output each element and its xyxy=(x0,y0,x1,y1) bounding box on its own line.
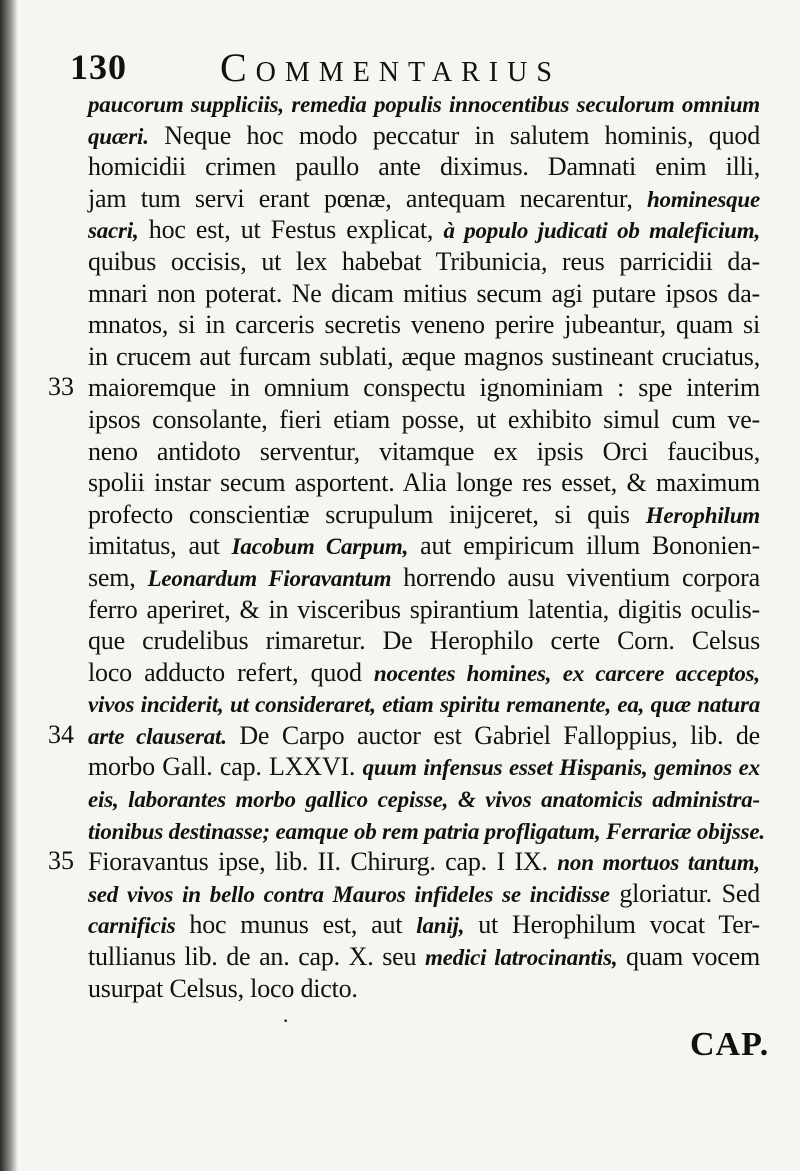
margin-section-number: 35 xyxy=(48,846,74,876)
roman-text: De Carpo auctor est Gabriel Falloppius, lib. de xyxy=(226,720,760,750)
italic-text: tionibus destinasse; eamque ob rem patria profligatum, Ferrariæ obijsse. xyxy=(88,818,765,844)
text-line xyxy=(88,688,760,720)
roman-text: spolii instar secum asportent. Alia longe res esset, & maximum xyxy=(88,468,760,498)
italic-text: quæri. xyxy=(88,123,149,149)
text-line xyxy=(88,309,760,341)
italic-text: non mortuos tantum, xyxy=(557,850,760,876)
text-line xyxy=(88,404,760,436)
italic-text: nocentes homines, ex carcere acceptos, xyxy=(373,660,760,686)
roman-text: maioremque in omnium conspectu ignominiam : spe interim xyxy=(88,373,760,403)
text-line xyxy=(88,878,760,910)
margin-section-number: 33 xyxy=(48,372,74,402)
text-line xyxy=(88,372,760,404)
roman-text: profecto conscientiæ scrupulum inijceret, si quis xyxy=(88,499,646,529)
binding-shadow xyxy=(0,0,18,1171)
roman-text: mnari non poterat. Ne dicam mitius secum agi putare ipsos da- xyxy=(88,278,760,308)
text-line xyxy=(88,815,765,847)
text-line xyxy=(88,941,760,973)
roman-text: ferro aperiret, & in visceribus spirantium latentia, digitis oculis- xyxy=(88,594,760,624)
text-line xyxy=(88,499,760,531)
roman-text: que crudelibus rimaretur. De Herophilo certe Corn. Celsus xyxy=(88,626,760,656)
italic-text: Herophilum xyxy=(645,502,760,528)
text-line xyxy=(88,467,760,499)
margin-section-number: 34 xyxy=(48,720,74,749)
text-line xyxy=(88,88,760,120)
roman-text: in crucem aut furcam sublati, æque magnos sustineant cruciatus, xyxy=(88,341,760,371)
italic-text: hominesque xyxy=(646,186,760,212)
roman-text: loco adducto refert, quod xyxy=(88,657,374,687)
catchword: CAP. xyxy=(690,1026,770,1063)
roman-text: usurpat Celsus, loco dicto. xyxy=(88,973,358,1003)
italic-text: vivos inciderit, ut consideraret, etiam spiritu remanente, ea, quæ natura xyxy=(88,692,760,718)
text-line xyxy=(88,909,760,941)
text-line xyxy=(88,436,760,468)
roman-text: imitatus, aut xyxy=(88,531,232,561)
text-line xyxy=(88,751,760,783)
italic-text: arte clauserat. xyxy=(88,723,227,749)
roman-text: sem, xyxy=(88,562,148,592)
italic-text: quum infensus esset Hispanis, geminos ex xyxy=(362,755,760,781)
roman-text: homicidii crimen paullo ante diximus. Damnati enim illi, xyxy=(88,152,760,182)
stray-mark: · xyxy=(282,1008,290,1033)
roman-text: morbo Gall. cap. LXXVI. xyxy=(88,752,363,782)
roman-text: quibus occisis, ut lex habebat Tribunicia, reus parricidii da- xyxy=(88,246,760,276)
roman-text: horrendo ausu viventium corpora xyxy=(391,562,760,592)
text-line xyxy=(88,783,760,815)
roman-text: ipsos consolante, fieri etiam posse, ut exhibito simul cum ve- xyxy=(88,404,760,434)
running-title: Commentarius xyxy=(220,45,561,90)
text-line xyxy=(88,214,760,246)
text-line xyxy=(88,846,760,878)
text-line xyxy=(88,151,760,183)
text-line xyxy=(88,625,760,657)
roman-text: neno antidoto serventur, vitamque ex ipsis Orci faucibus, xyxy=(88,436,760,466)
body-text xyxy=(88,88,765,1004)
roman-text: hoc munus est, aut xyxy=(175,910,417,940)
roman-text: gloriatur. Sed xyxy=(609,878,760,908)
text-line xyxy=(88,594,760,626)
roman-text: ut Herophilum vocat Ter- xyxy=(464,910,761,940)
text-line xyxy=(88,341,760,373)
text-line xyxy=(88,657,760,689)
text-line xyxy=(88,973,760,1005)
italic-text: carnificis xyxy=(88,913,176,939)
text-line xyxy=(88,183,760,215)
roman-text: quam vocem xyxy=(617,942,761,972)
text-line xyxy=(88,720,760,752)
text-line xyxy=(88,278,760,310)
roman-text: Neque hoc modo peccatur in salutem hominis, quod xyxy=(148,120,760,150)
page-number: 130 xyxy=(70,47,127,87)
text-line xyxy=(88,246,760,278)
roman-text: tullianus lib. de an. cap. X. seu xyxy=(88,942,425,972)
text-line xyxy=(88,562,760,594)
italic-text: medici latrocinantis, xyxy=(424,945,618,971)
roman-text: hoc est, ut Festus explicat, xyxy=(138,215,444,245)
italic-text: sed vivos in bello contra Mauros infideles se incidisse xyxy=(88,881,610,907)
italic-text: sacri, xyxy=(88,218,139,244)
roman-text: aut empiricum illum Bononien- xyxy=(408,531,760,561)
italic-text: Iacobum Carpum, xyxy=(231,534,409,560)
text-line xyxy=(88,530,760,562)
italic-text: paucorum suppliciis, remedia populis innocentibus seculorum omnium xyxy=(88,92,760,117)
italic-text: à populo judicati ob maleficium, xyxy=(443,218,760,244)
roman-text: mnatos, si in carceris secretis veneno perire jubeantur, quam si xyxy=(88,310,760,340)
italic-text: eis, laborantes morbo gallico cepisse, & vivos anatomicis administra- xyxy=(88,787,760,813)
page-header xyxy=(70,38,670,90)
text-line xyxy=(88,120,760,152)
italic-text: lanij, xyxy=(416,913,465,939)
italic-text: Leonardum Fioravantum xyxy=(147,565,392,591)
roman-text: jam tum servi erant pœnæ, antequam necarentur, xyxy=(88,183,647,213)
roman-text: Fioravantus ipse, lib. II. Chirurg. cap. I IX. xyxy=(88,847,558,877)
